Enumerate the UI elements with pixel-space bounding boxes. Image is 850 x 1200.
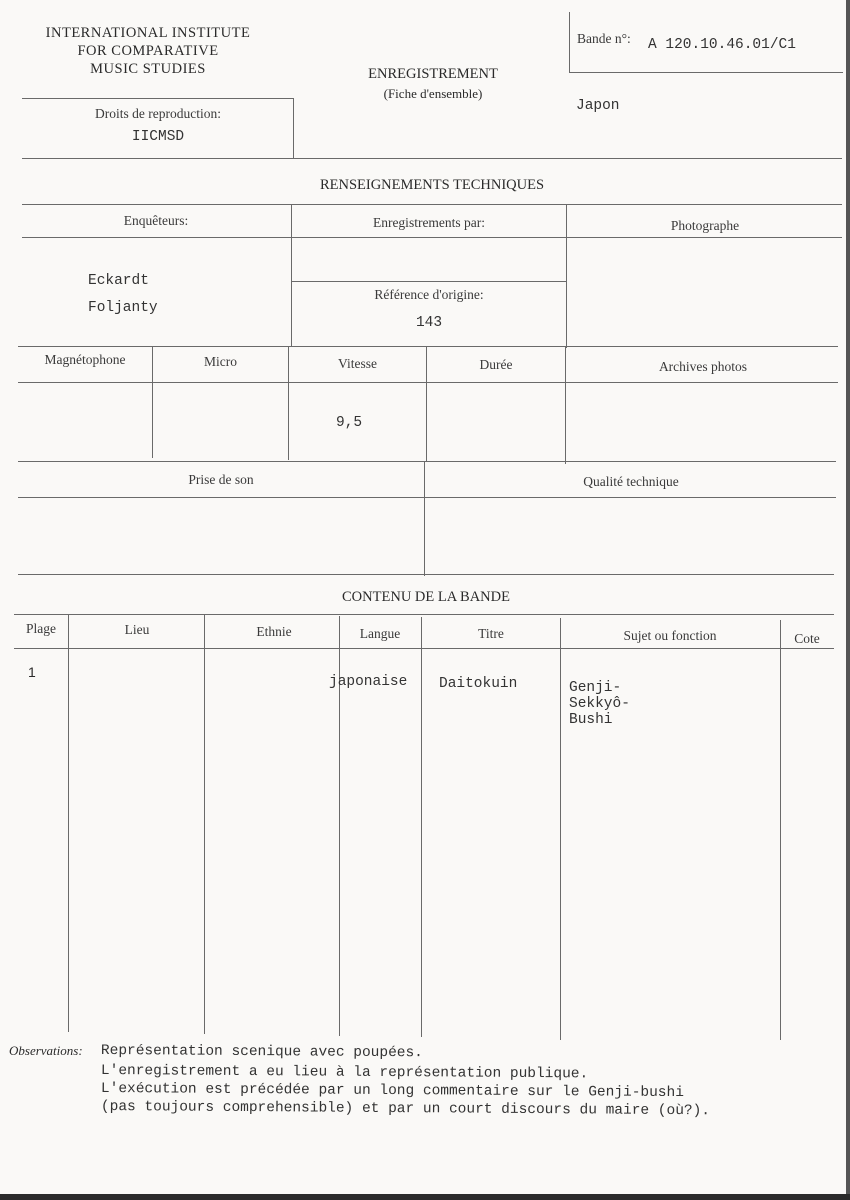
row-langue: japonaise [329,674,408,690]
equip-divider-3 [426,346,427,462]
equip-divider-1 [152,346,153,458]
row-plage: 1 [28,664,36,680]
enqueteur-1: Eckardt [88,273,149,289]
technical-section-title: RENSEIGNEMENTS TECHNIQUES [319,177,545,193]
bande-box-bottom [569,72,843,73]
institute-name [18,24,278,78]
row-sujet: Genji-Sekkyô-Bushi [569,680,630,728]
enqueteurs-label: Enquêteurs: [123,213,189,228]
bande-label: Bande n°: [577,31,631,46]
rule-header-bottom [22,158,842,159]
table-divider-4 [421,617,422,1037]
table-divider-6 [780,620,781,1040]
equip-divider-4 [565,346,566,464]
col-sujet: Sujet ou fonction [623,628,717,643]
rule-contents-top [18,574,834,575]
qualite-label: Qualité technique [583,474,679,489]
rule-reference [292,281,566,282]
observation-line-3: L'exécution est précédée par un long commentaire sur le Genji-bushi [100,1081,684,1102]
archives-label: Archives photos [658,359,748,374]
enregistrements-label: Enregistrements par: [372,215,486,230]
observations-label: Observations: [9,1043,83,1058]
droits-label: Droits de reproduction: [95,106,221,121]
vitesse-label: Vitesse [338,356,377,371]
rule-prise-top [18,461,836,462]
institute-line-3: MUSIC STUDIES [90,61,206,77]
rule-table-header [14,648,834,649]
col-plage: Plage [26,621,56,636]
observation-line-4: (pas toujours comprehensible) et par un court discours du maire (où?). [100,1099,711,1120]
bande-number: A 120.10.46.01/C1 [648,37,796,53]
rule-table-top [14,614,834,615]
droits-box-top [22,98,294,99]
col-cote: Cote [794,631,820,646]
photographe-label: Photographe [670,218,740,233]
table-divider-5 [560,618,561,1040]
prise-divider [424,461,425,576]
institute-line-2: FOR COMPARATIVE [77,43,219,59]
scan-edge-bottom [0,1194,850,1200]
table-divider-2 [204,614,205,1034]
droits-value: IICMSD [131,129,185,145]
rule-tech-labels [22,237,842,238]
reference-label: Référence d'origine: [374,287,484,302]
col-lieu: Lieu [124,622,150,637]
row-titre: Daitokuin [439,676,518,692]
tech-divider-2 [566,204,567,348]
vitesse-value: 9,5 [336,415,363,431]
scan-edge-right [846,0,850,1200]
rule-technical-top [22,204,842,205]
form-subtitle: (Fiche d'ensemble) [383,86,483,101]
country-value: Japon [576,98,620,114]
institute-line-1: INTERNATIONAL INSTITUTE [45,25,251,41]
magnetophone-label: Magnétophone [44,352,126,367]
prise-label: Prise de son [188,472,254,487]
rule-prise-labels [18,497,836,498]
observation-line-2: L'enregistrement a eu lieu à la représentation publique. [100,1063,589,1083]
micro-label: Micro [204,354,237,369]
rule-equip-labels [18,382,838,383]
col-langue: Langue [359,626,401,641]
enqueteur-2: Foljanty [88,300,158,316]
bande-box-left [569,12,570,72]
table-divider-1 [68,614,69,1032]
equip-divider-2 [288,346,289,460]
col-ethnie: Ethnie [256,624,292,639]
reference-value: 143 [415,315,443,331]
contents-section-title: CONTENU DE LA BANDE [342,589,510,605]
col-titre: Titre [478,626,504,641]
rule-equipment-top [18,346,838,347]
duree-label: Durée [479,357,513,372]
form-title: ENREGISTREMENT [368,66,498,82]
observation-line-1: Représentation scenique avec poupées. [100,1043,423,1062]
